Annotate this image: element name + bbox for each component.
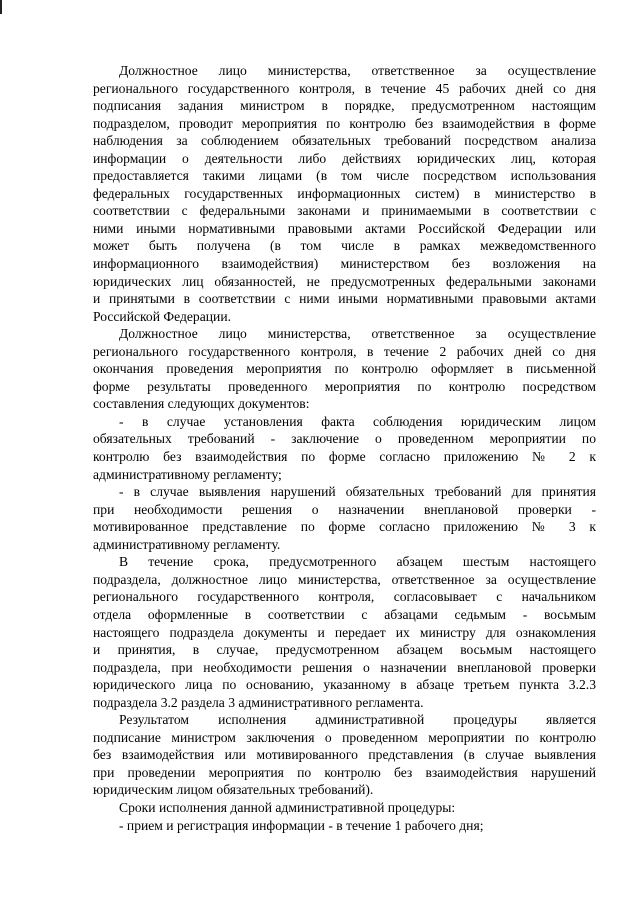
text-line: окончания проведения мероприятия по контролю оформляет в письменной bbox=[93, 361, 596, 377]
text-line: подписания задания министром в порядке, предусмотренном настоящим bbox=[93, 98, 596, 114]
text-line: соответствии с федеральными законами и принимаемыми в соответствии с bbox=[93, 203, 596, 219]
scan-edge-mark bbox=[0, 0, 2, 14]
text-line: юридическим лицом обязательных требований). bbox=[93, 782, 374, 798]
paragraph bbox=[93, 62, 596, 325]
paragraph bbox=[93, 711, 596, 799]
text-line: наблюдения за соблюдением обязательных требований посредством анализа bbox=[93, 133, 596, 149]
paragraph bbox=[93, 817, 596, 835]
text-line: подраздела, при необходимости решения о назначении внеплановой проверки bbox=[93, 659, 596, 675]
text-line: подраздела, должностное лицо министерства, ответственное за осуществление bbox=[93, 571, 596, 587]
text-line: обязательных требований - заключение о проведенном мероприятии по bbox=[93, 431, 596, 447]
document-body bbox=[93, 62, 596, 834]
text-line: мотивированное представление по форме согласно приложению № 3 к bbox=[93, 519, 596, 535]
paragraph bbox=[93, 325, 596, 413]
text-line: информации о деятельности либо действиях юридических лиц, которая bbox=[93, 150, 596, 166]
text-line: подписание министром заключения о проведенном мероприятии по контролю bbox=[93, 729, 596, 745]
text-line: может быть получена (в том числе в рамках межведомственного bbox=[93, 238, 596, 254]
text-line: отдела оформленные в соответствии с абзацами седьмым - восьмым bbox=[93, 606, 596, 622]
text-line: Сроки исполнения данной административной процедуры: bbox=[119, 799, 456, 815]
text-line: настоящего подраздела документы и передает их министру для ознакомления bbox=[93, 624, 596, 640]
text-line: при проведении мероприятия по контролю без взаимодействия нарушений bbox=[93, 764, 596, 780]
text-line: - прием и регистрация информации - в течение 1 рабочего дня; bbox=[119, 817, 484, 833]
text-line: административному регламенту; bbox=[93, 466, 282, 482]
text-line: юридического лица по основанию, указанному в абзаце третьем пункта 3.2.3 bbox=[93, 677, 596, 693]
text-line: федеральных государственных информационных систем) в министерство в bbox=[93, 185, 596, 201]
paragraph bbox=[93, 483, 596, 553]
text-line: без взаимодействия или мотивированного представления (в случае выявления bbox=[93, 747, 596, 763]
text-line: юридических лиц обязанностей, не предусмотренных федеральными законами bbox=[93, 273, 596, 289]
text-line: подраздела 3.2 раздела 3 административного регламента. bbox=[93, 694, 424, 710]
text-line: регионального государственного контроля, согласовывает с начальником bbox=[93, 589, 596, 605]
paragraph bbox=[93, 553, 596, 711]
paragraph bbox=[93, 799, 596, 817]
text-line: подразделом, проводит мероприятия по контролю без взаимодействия в форме bbox=[93, 115, 596, 131]
text-line: административному регламенту. bbox=[93, 536, 281, 552]
text-line: контролю без взаимодействия по форме согласно приложению № 2 к bbox=[93, 449, 596, 465]
text-line: - в случае установления факта соблюдения юридическим лицом bbox=[119, 413, 596, 429]
text-line: - в случае выявления нарушений обязательных требований для принятия bbox=[119, 484, 596, 500]
text-line: В течение срока, предусмотренного абзацем шестым настоящего bbox=[119, 554, 596, 570]
text-line: форме результаты проведенного мероприятия по контролю посредством bbox=[93, 378, 596, 394]
text-line: регионального государственного контроля, в течение 45 рабочих дней со дня bbox=[93, 80, 596, 96]
text-line: Должностное лицо министерства, ответственное за осуществление bbox=[119, 326, 596, 342]
text-line: при необходимости решения о назначении внеплановой проверки - bbox=[93, 501, 596, 517]
text-line: составления следующих документов: bbox=[93, 396, 310, 412]
text-line: и принятия, в случае, предусмотренном абзацем восьмым настоящего bbox=[93, 642, 596, 658]
paragraph bbox=[93, 413, 596, 483]
text-line: Должностное лицо министерства, ответственное за осуществление bbox=[119, 63, 596, 78]
text-line: ними иными нормативными правовыми актами Российской Федерации или bbox=[93, 220, 596, 236]
text-line: регионального государственного контроля, в течение 2 рабочих дней со дня bbox=[93, 343, 596, 359]
text-line: и принятыми в соответствии с ними иными нормативными правовыми актами bbox=[93, 291, 596, 307]
text-line: Результатом исполнения административной процедуры является bbox=[119, 712, 596, 728]
text-line: предоставляется такими лицами (в том числе посредством использования bbox=[93, 168, 596, 184]
text-line: информационного взаимодействия) министерством без возложения на bbox=[93, 256, 596, 272]
text-line: Российской Федерации. bbox=[93, 308, 231, 324]
